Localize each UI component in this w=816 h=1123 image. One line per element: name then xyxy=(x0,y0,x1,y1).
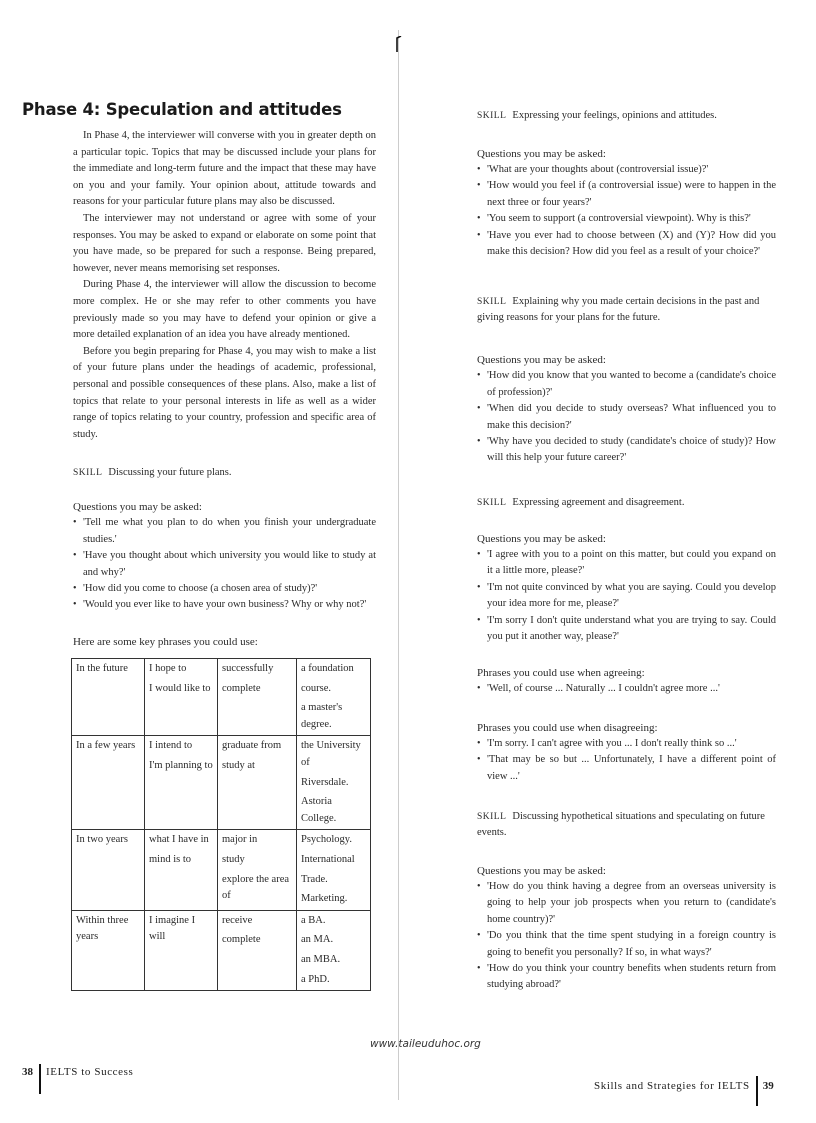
footer-divider xyxy=(756,1076,758,1106)
footer-right xyxy=(594,1080,774,1106)
cell-line: Marketing. xyxy=(301,893,348,905)
list-item: • 'Tell me what you plan to do when you finish your undergraduate studies.' xyxy=(73,515,376,548)
skill-heading: SKILL Discussing hypothetical situations and speculating on future events. xyxy=(477,810,765,838)
list-item: • 'How do you think having a degree from an overseas university is going to help your job prospects when you return to (candidate's home country)?' xyxy=(477,879,776,928)
questions-heading: Questions you may be asked: xyxy=(477,148,606,160)
footer-left xyxy=(22,1066,133,1094)
table-cell xyxy=(145,659,218,736)
list-item: • 'How do you think your country benefits when students return from studying abroad?' xyxy=(477,961,776,994)
disagree-heading: Phrases you could use when disagreeing: xyxy=(477,721,658,734)
list-item: • 'When did you decide to study overseas? What influenced you to make this decision?' xyxy=(477,401,776,434)
cell-line: graduate from xyxy=(222,740,282,752)
disagree-phrases-list xyxy=(477,736,776,785)
cell-line: complete xyxy=(222,934,261,946)
list-item: • 'You seem to support (a controversial viewpoint). Why is this?' xyxy=(477,211,776,227)
list-item: • 'Well, of course ... Naturally ... I couldn't agree more ...' xyxy=(477,681,776,697)
questions-list xyxy=(73,515,376,613)
page-number: 38 xyxy=(22,1066,33,1078)
cell-line: In the future xyxy=(76,663,128,674)
footer-divider xyxy=(39,1064,41,1094)
list-item: • 'I agree with you to a point on this matter, but could you expand on it a little more, please?' xyxy=(477,547,776,580)
cell-line: I imagine I will xyxy=(149,914,196,943)
list-item: • 'How did you know that you wanted to become a (candidate's choice of profession)?' xyxy=(477,368,776,401)
questions-heading: Questions you may be asked: xyxy=(477,354,606,367)
questions-heading: Questions you may be asked: xyxy=(477,864,606,877)
skill-heading: SKILL Discussing your future plans. xyxy=(73,467,232,479)
cell-line: Trade. xyxy=(301,873,328,885)
cell-line: a PhD. xyxy=(301,973,330,985)
intro-paragraph: In Phase 4, the interviewer will converse with you in greater depth on a particular topic. Topics that may be discussed include your plans for the immediate and long-term future and the impact that these may have on you and your family. Your opinion about, attitude towards and reasons for your particular future plans may also be discussed. xyxy=(73,130,376,208)
table-row xyxy=(72,736,371,830)
cell-line: complete xyxy=(222,682,261,694)
table-cell xyxy=(297,830,371,910)
table-cell xyxy=(218,736,297,830)
table-cell xyxy=(218,830,297,910)
table-cell xyxy=(72,830,145,910)
questions-list xyxy=(477,162,776,260)
skill-heading: SKILL Explaining why you made certain decisions in the past and giving reasons for your plans for the future. xyxy=(477,296,760,324)
table-row xyxy=(72,910,371,990)
table-cell xyxy=(145,910,218,990)
cell-line: a master's degree. xyxy=(301,702,343,730)
skill-heading: SKILL Expressing your feelings, opinions and attitudes. xyxy=(477,110,717,121)
list-item: • 'That may be so but ... Unfortunately, I have a different point of view ...' xyxy=(477,752,776,785)
key-phrases-table xyxy=(71,658,371,991)
questions-heading: Questions you may be asked: xyxy=(477,532,606,545)
table-cell xyxy=(297,736,371,830)
cell-line: I'm planning to xyxy=(149,759,213,771)
questions-list xyxy=(477,368,776,466)
list-item: • 'I'm not quite convinced by what you are saying. Could you develop your idea more for me, please?' xyxy=(477,580,776,613)
list-item: • 'Why have you decided to study (candidate's choice of study)? How will this help your future career?' xyxy=(477,434,776,467)
list-item: • 'Would you ever like to have your own business? Why or why not?' xyxy=(73,597,376,613)
cell-line: explore the area of xyxy=(222,873,290,902)
cell-line: study xyxy=(222,853,245,865)
cell-line: what I have in xyxy=(149,834,209,846)
agree-heading: Phrases you could use when agreeing: xyxy=(477,667,645,680)
table-cell xyxy=(145,736,218,830)
cell-line: Astoria College. xyxy=(301,796,337,824)
phase-title: Phase 4: Speculation and attitudes xyxy=(22,100,342,119)
list-item: • 'Do you think that the time spent studying in a foreign country is going to benefit you personally? If so, in what ways?' xyxy=(477,928,776,961)
table-row xyxy=(72,659,371,736)
cell-line: mind is to xyxy=(149,853,192,865)
gutter-mark xyxy=(396,36,402,52)
cell-line: Psychology. xyxy=(301,834,352,846)
list-item: • 'How would you feel if (a controversial issue) were to happen in the next three or four years?' xyxy=(477,178,776,211)
questions-list xyxy=(477,879,776,994)
list-item: • 'How did you come to choose (a chosen area of study)?' xyxy=(73,581,376,597)
cell-line: major in xyxy=(222,834,258,846)
page-number: 39 xyxy=(762,1080,774,1092)
cell-line: I hope to xyxy=(149,663,187,674)
phrases-intro: Here are some key phrases you could use: xyxy=(73,635,258,648)
cell-line: Riversdale. xyxy=(301,776,349,788)
table-cell xyxy=(72,659,145,736)
skill-heading: SKILL Expressing agreement and disagreement. xyxy=(477,496,685,508)
cell-line: study at xyxy=(222,759,255,771)
cell-line: successfully xyxy=(222,663,274,674)
cell-line: a BA. xyxy=(301,914,326,926)
cell-line: an MA. xyxy=(301,934,334,946)
list-item: • 'I'm sorry I don't quite understand what you are trying to say. Could you put it another way, please?' xyxy=(477,613,776,646)
questions-heading: Questions you may be asked: xyxy=(73,501,202,514)
cell-line: an MBA. xyxy=(301,953,341,965)
table-cell xyxy=(145,830,218,910)
left-column xyxy=(73,128,376,650)
cell-line: In a few years xyxy=(76,740,136,752)
table-cell xyxy=(72,736,145,830)
intro-paragraph: The interviewer may not understand or agree with some of your responses. You may be asked to expand or elaborate on some point that you have made, so be prepared for such a response. Being prepared, however, never means memorising set responses. xyxy=(73,212,376,274)
page-gutter xyxy=(398,30,399,1100)
intro-paragraph: During Phase 4, the interviewer will allow the discussion to become more complex. He or she may refer to other comments you have previously made so you may have to defend your opinion or give a more detailed explanation of an idea you have already mentioned. xyxy=(73,279,376,341)
right-column xyxy=(477,108,776,994)
list-item: • 'What are your thoughts about (controversial issue)?' xyxy=(477,162,776,178)
cell-line: In two years xyxy=(76,834,128,846)
cell-line: the University of xyxy=(301,740,361,768)
table-cell xyxy=(218,659,297,736)
table-cell xyxy=(218,910,297,990)
table-cell xyxy=(297,659,371,736)
cell-line: International xyxy=(301,853,355,865)
cell-line: I would like to xyxy=(149,682,211,694)
list-item: • 'I'm sorry. I can't agree with you ... I don't really think so ...' xyxy=(477,736,776,752)
table-cell xyxy=(72,910,145,990)
book-title: Skills and Strategies for IELTS xyxy=(594,1080,750,1092)
cell-line: Within three years xyxy=(76,914,129,943)
cell-line: course. xyxy=(301,682,332,694)
table-cell xyxy=(297,910,371,990)
book-title: IELTS to Success xyxy=(46,1066,134,1078)
cell-line: receive xyxy=(222,914,253,926)
list-item: • 'Have you thought about which university you would like to study at and why?' xyxy=(73,548,376,581)
list-item: • 'Have you ever had to choose between (X) and (Y)? How did you make this decision? How did you feel as a result of your choice?' xyxy=(477,228,776,261)
website-watermark: www.taileuduhoc.org xyxy=(370,1038,481,1050)
agree-phrases-list xyxy=(477,681,776,697)
questions-list xyxy=(477,547,776,645)
intro-paragraph: Before you begin preparing for Phase 4, you may wish to make a list of your future plans under the headings of academic, professional, personal and possible consequences of these plans. Also, make a list of topics that relate to your personal interests in life as well as a wider range of topics relating to your country, profession and specific area of study. xyxy=(73,345,376,440)
cell-line: a foundation xyxy=(301,663,354,674)
cell-line: I intend to xyxy=(149,740,193,752)
table-row xyxy=(72,830,371,910)
